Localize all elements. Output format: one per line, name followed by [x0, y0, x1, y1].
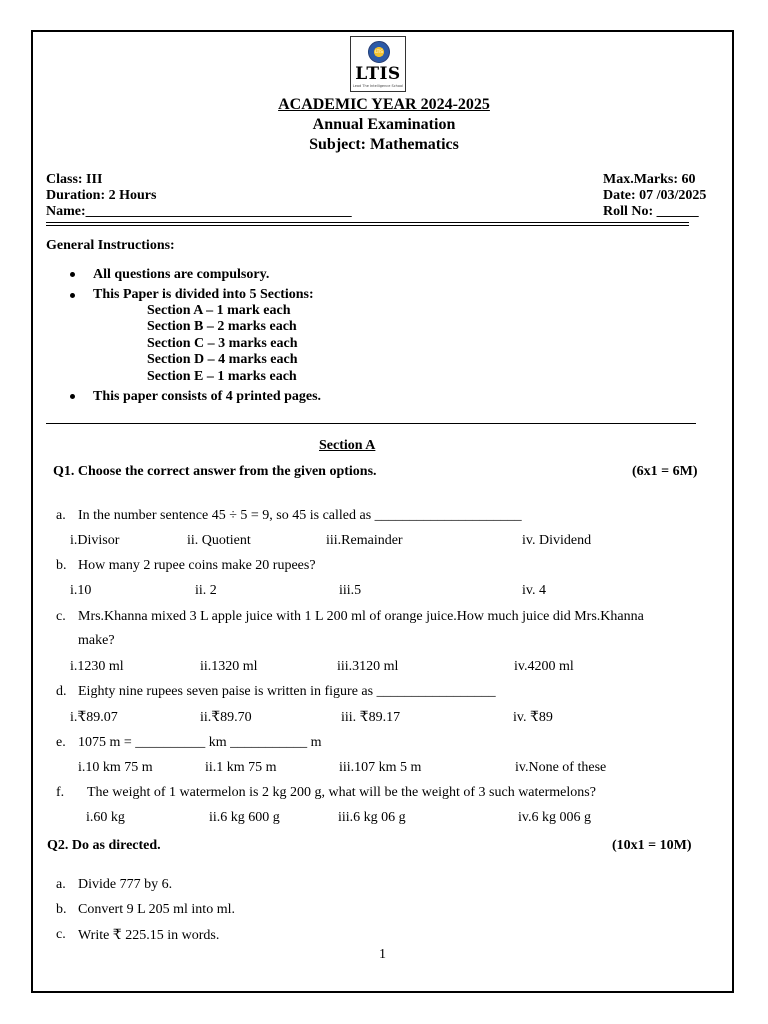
q1e-option-2: ii.1 km 75 m	[205, 760, 277, 775]
q1d-text: Eighty nine rupees seven paise is written in figure as _________________	[78, 684, 496, 699]
q1e-text: 1075 m = __________ km ___________ m	[78, 735, 322, 750]
q1e-option-3: iii.107 km 5 m	[339, 760, 422, 775]
logo-seal-icon: LTIS	[368, 41, 390, 63]
q1a-option-3: iii.Remainder	[326, 533, 403, 548]
school-logo	[350, 36, 406, 92]
q1-marks: (6x1 = 6M)	[632, 464, 698, 479]
q1c-option-1: i.1230 ml	[70, 659, 124, 674]
q2b-label: b.	[56, 902, 67, 917]
divider-line	[46, 423, 696, 424]
separator-line	[46, 222, 689, 226]
q1b-text: How many 2 rupee coins make 20 rupees?	[78, 558, 316, 573]
q1c-text-continued: make?	[78, 633, 115, 648]
q1b-label: b.	[56, 558, 67, 573]
subject-title: Subject: Mathematics	[309, 136, 459, 153]
section-a-title: Section A	[319, 438, 376, 453]
q1-text: Q1. Choose the correct answer from the given options.	[53, 464, 377, 479]
q2a-label: a.	[56, 877, 66, 892]
q1d-label: d.	[56, 684, 67, 699]
q1d-option-4: iv. ₹89	[513, 710, 553, 725]
q1a-text: In the number sentence 45 ÷ 5 = 9, so 45 is called as _____________________	[78, 508, 522, 523]
q1f-option-2: ii.6 kg 600 g	[209, 810, 280, 825]
q1b-option-3: iii.5	[339, 583, 362, 598]
q1b-option-2: ii. 2	[195, 583, 217, 598]
q1c-option-2: ii.1320 ml	[200, 659, 258, 674]
roll-no-field: Roll No: ______	[603, 204, 699, 219]
section-e-info: Section E – 1 marks each	[147, 369, 297, 384]
q1e-option-4: iv.None of these	[515, 760, 607, 775]
q2c-label: c.	[56, 927, 66, 942]
instructions-heading: General Instructions:	[46, 238, 175, 253]
q2b-text: Convert 9 L 205 ml into ml.	[78, 902, 235, 917]
q1a-option-1: i.Divisor	[70, 533, 120, 548]
q1f-text: The weight of 1 watermelon is 2 kg 200 g, what will be the weight of 3 such watermelons?	[87, 785, 596, 800]
bullet-icon	[70, 394, 75, 399]
q1c-label: c.	[56, 609, 66, 624]
q2-text: Q2. Do as directed.	[47, 838, 161, 853]
instruction-compulsory: All questions are compulsory.	[93, 267, 270, 282]
q1a-option-2: ii. Quotient	[187, 533, 251, 548]
logo-name: LTIS	[355, 64, 401, 84]
section-c-info: Section C – 3 marks each	[147, 336, 298, 351]
bullet-icon	[70, 272, 75, 277]
q2a-text: Divide 777 by 6.	[78, 877, 173, 892]
section-b-info: Section B – 2 marks each	[147, 319, 297, 334]
q1c-option-3: iii.3120 ml	[337, 659, 399, 674]
class-label: Class: III	[46, 172, 103, 187]
q2c-text: Write ₹ 225.15 in words.	[78, 928, 220, 943]
q1f-label: f.	[56, 785, 65, 800]
page-number: 1	[379, 947, 386, 962]
name-field: Name:______________________________________	[46, 204, 352, 219]
duration-label: Duration: 2 Hours	[46, 188, 157, 203]
instruction-pages: This paper consists of 4 printed pages.	[93, 389, 322, 404]
q1e-label: e.	[56, 735, 66, 750]
academic-year-title: ACADEMIC YEAR 2024-2025	[278, 96, 490, 113]
q1b-option-4: iv. 4	[522, 583, 546, 598]
q1a-option-4: iv. Dividend	[522, 533, 592, 548]
section-a-info: Section A – 1 mark each	[147, 303, 291, 318]
q1f-option-1: i.60 kg	[86, 810, 125, 825]
q1c-text: Mrs.Khanna mixed 3 L apple juice with 1 L 200 ml of orange juice.How much juice did Mrs.Khanna	[78, 609, 644, 624]
q1a-label: a.	[56, 508, 66, 523]
q1d-option-1: i.₹89.07	[70, 710, 118, 725]
exam-title: Annual Examination	[312, 116, 456, 133]
q1d-option-3: iii. ₹89.17	[341, 710, 401, 725]
logo-tagline: Lead The Intelligence School	[352, 84, 404, 88]
q1b-option-1: i.10	[70, 583, 92, 598]
q1e-option-1: i.10 km 75 m	[78, 760, 153, 775]
q1f-option-4: iv.6 kg 006 g	[518, 810, 591, 825]
date-label: Date: 07 /03/2025	[603, 188, 707, 203]
q1c-option-4: iv.4200 ml	[514, 659, 574, 674]
section-d-info: Section D – 4 marks each	[147, 352, 298, 367]
bullet-icon	[70, 293, 75, 298]
q2-marks: (10x1 = 10M)	[612, 838, 692, 853]
instruction-sections: This Paper is divided into 5 Sections:	[93, 287, 314, 302]
max-marks-label: Max.Marks: 60	[603, 172, 696, 187]
q1d-option-2: ii.₹89.70	[200, 710, 252, 725]
q1f-option-3: iii.6 kg 06 g	[338, 810, 406, 825]
